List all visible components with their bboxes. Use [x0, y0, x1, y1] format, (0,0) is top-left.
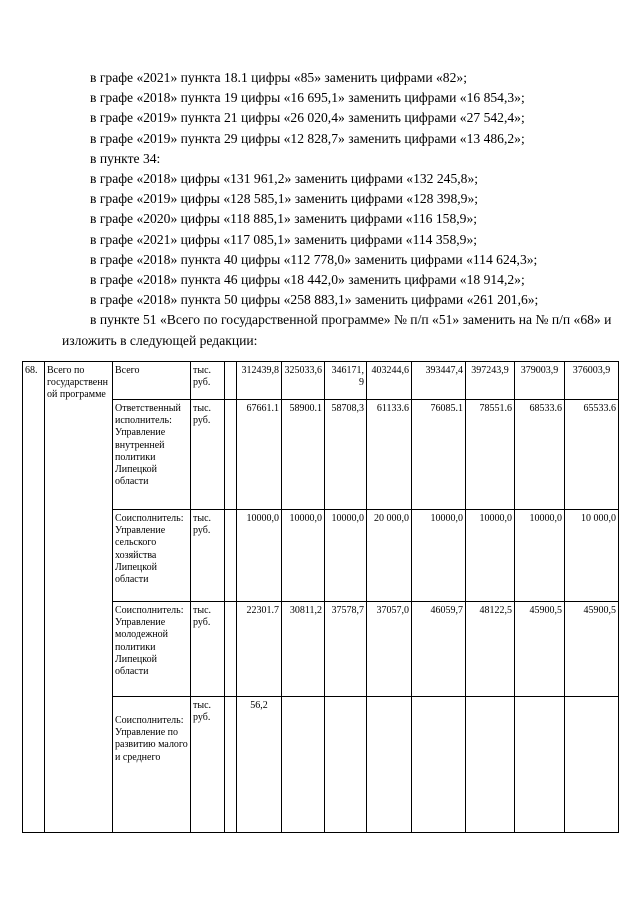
value-cell: 37578,7: [325, 602, 367, 697]
value-cell: 78551.6: [466, 400, 515, 510]
value-cell: 58900.1: [282, 400, 325, 510]
value-cell: 376003,9: [565, 362, 619, 400]
amendment-line: в графе «2021» цифры «117 085,1» заменить цифрами «114 358,9»;: [90, 231, 478, 247]
unit-cell: тыс. руб.: [191, 362, 225, 400]
amendment-line: в графе «2018» пункта 46 цифры «18 442,0» заменить цифрами «18 914,2»;: [90, 272, 525, 288]
value-cell: 346171,9: [325, 362, 367, 400]
unit-cell: тыс. руб.: [191, 400, 225, 510]
value-cell: 45900,5: [515, 602, 565, 697]
value-cell: 22301.7: [237, 602, 282, 697]
amendment-line: в графе «2021» пункта 18.1 цифры «85» заменить цифрами «82»;: [90, 70, 467, 85]
table-row: [23, 602, 619, 697]
value-cell: 56,2: [237, 697, 282, 833]
value-cell: 65533.6: [565, 400, 619, 510]
table-row: [23, 697, 619, 833]
value-cell: 403244,6: [367, 362, 412, 400]
value-cell: [565, 697, 619, 833]
executor-cell: Соисполнитель: Управление молодежной политики Липецкой области: [113, 602, 191, 697]
value-cell: 325033,6: [282, 362, 325, 400]
amendment-line: в графе «2019» пункта 21 цифры «26 020,4» заменить цифрами «27 542,4»;: [90, 110, 525, 126]
value-cell: 30811,2: [282, 602, 325, 697]
value-cell: 48122,5: [466, 602, 515, 697]
amendment-line: в графе «2018» цифры «131 961,2» заменить цифрами «132 245,8»;: [90, 171, 479, 187]
executor-cell: Ответственный исполнитель: Управление внутренней политики Липецкой области: [113, 400, 191, 510]
table-row: [23, 362, 619, 400]
empty-cell: [225, 400, 237, 510]
empty-cell: [225, 697, 237, 833]
closing-paragraph: в пункте 51 «Всего по государственной программе» № п/п «51» заменить на № п/п «68» и изложить в следующей редакции:: [62, 312, 612, 348]
executor-cell: Всего: [113, 362, 191, 400]
amendment-line: в графе «2020» цифры «118 885,1» заменить цифрами «116 158,9»;: [90, 211, 478, 227]
value-cell: [466, 697, 515, 833]
value-cell: [282, 697, 325, 833]
empty-cell: [225, 362, 237, 400]
program-name: Всего по государственной программе: [45, 362, 113, 833]
value-cell: 76085.1: [412, 400, 466, 510]
value-cell: 61133.6: [367, 400, 412, 510]
unit-cell: тыс. руб.: [191, 697, 225, 833]
value-cell: 46059,7: [412, 602, 466, 697]
amendment-line: в графе «2018» пункта 40 цифры «112 778,0» заменить цифрами «114 624,3»;: [90, 251, 538, 267]
amendment-line: в графе «2018» пункта 19 цифры «16 695,1» заменить цифрами «16 854,3»;: [90, 90, 525, 106]
amendment-line: в графе «2019» цифры «128 585,1» заменить цифрами «128 398,9»;: [90, 191, 479, 207]
empty-cell: [225, 510, 237, 602]
value-cell: 10000,0: [282, 510, 325, 602]
unit-cell: тыс. руб.: [191, 510, 225, 602]
empty-cell: [225, 602, 237, 697]
value-cell: 10000,0: [515, 510, 565, 602]
value-cell: [412, 697, 466, 833]
row-number: 68.: [23, 362, 45, 833]
value-cell: [325, 697, 367, 833]
amendment-text: [62, 68, 622, 351]
value-cell: 379003,9: [515, 362, 565, 400]
value-cell: 10000,0: [237, 510, 282, 602]
value-cell: 10 000,0: [565, 510, 619, 602]
value-cell: 67661.1: [237, 400, 282, 510]
value-cell: 312439,8: [237, 362, 282, 400]
value-cell: 37057,0: [367, 602, 412, 697]
value-cell: 58708,3: [325, 400, 367, 510]
amendment-line: в графе «2018» пункта 50 цифры «258 883,1» заменить цифрами «261 201,6»;: [90, 292, 539, 308]
value-cell: 10000,0: [325, 510, 367, 602]
table-row: [23, 400, 619, 510]
value-cell: 10000,0: [466, 510, 515, 602]
value-cell: 45900,5: [565, 602, 619, 697]
value-cell: 68533.6: [515, 400, 565, 510]
value-cell: 393447,4: [412, 362, 466, 400]
executor-cell: Соисполнитель: Управление по развитию малого и среднего: [113, 697, 191, 833]
executor-cell: Соисполнитель: Управление сельского хозяйства Липецкой области: [113, 510, 191, 602]
value-cell: [515, 697, 565, 833]
program-funding-table: [22, 361, 619, 833]
amendment-line: в графе «2019» пункта 29 цифры «12 828,7» заменить цифрами «13 486,2»;: [90, 130, 525, 146]
value-cell: 10000,0: [412, 510, 466, 602]
value-cell: 20 000,0: [367, 510, 412, 602]
value-cell: [367, 697, 412, 833]
unit-cell: тыс. руб.: [191, 602, 225, 697]
value-cell: 397243,9: [466, 362, 515, 400]
amendment-line: в пункте 34:: [90, 150, 161, 166]
table-row: [23, 510, 619, 602]
